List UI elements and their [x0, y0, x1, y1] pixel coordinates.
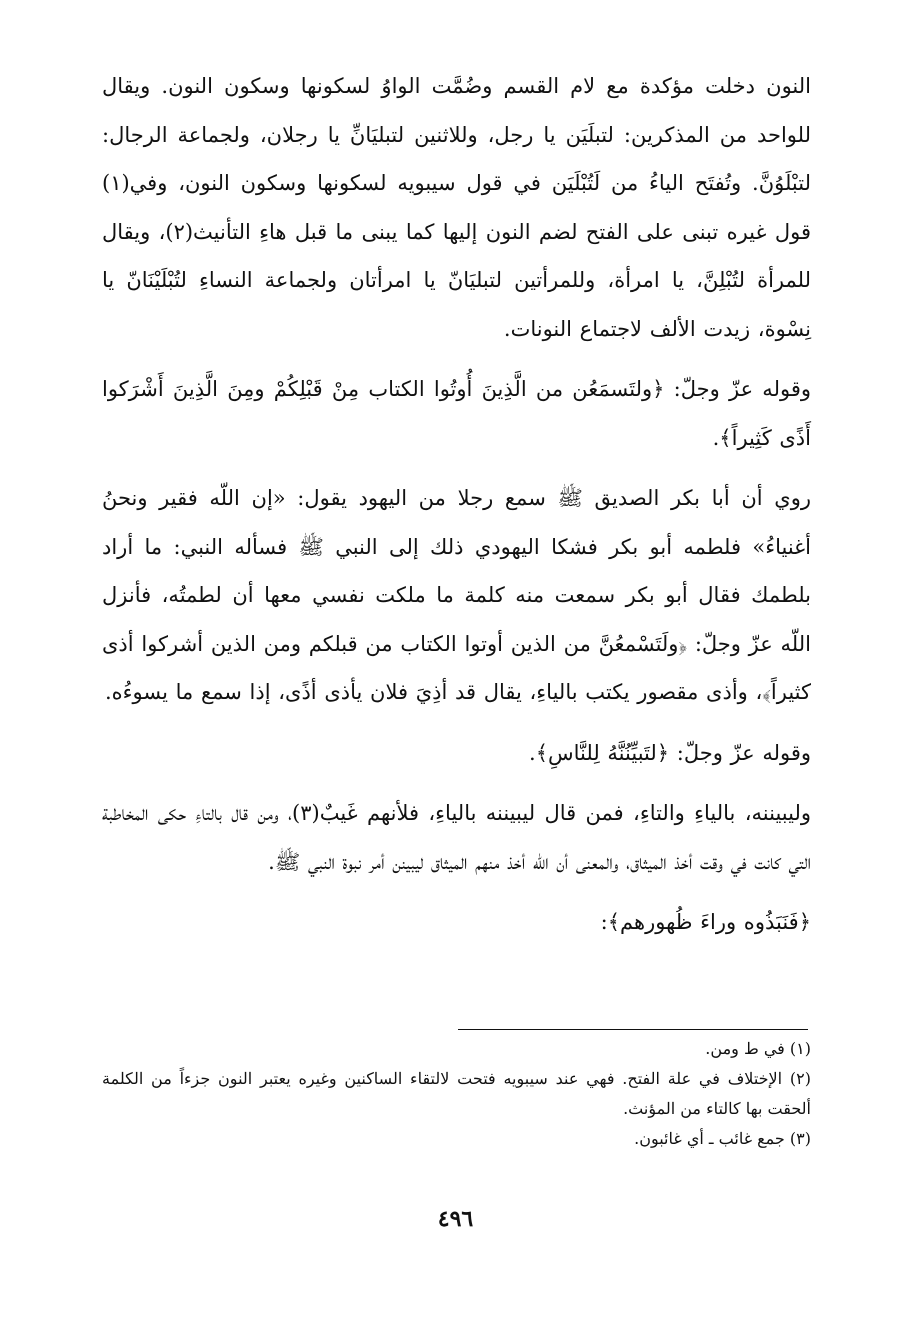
footnote-text: جمع غائب ـ أي غائبون.: [634, 1129, 785, 1148]
footnote-text: الإختلاف في علة الفتح. فهي عند سيبويه فتحت لالتقاء الساكنين وغيره يعتبر النون جزءاً من الكلمة ألحقت بها كالتاء من المؤنث.: [102, 1069, 811, 1118]
footnote-1: [102, 1034, 811, 1064]
footnote-marker: (١): [789, 1039, 811, 1058]
paragraph-2: وقوله عزّ وجلّ: ﴿ولتَسمَعُن من الَّذِينَ أُوتُوا الكتاب مِنْ قَبْلِكُمْ ومِنَ الَّذِينَ أَشْرَكوا أَذًى كَثِيراً﴾.: [102, 377, 811, 450]
paragraph-4: وقوله عزّ وجلّ: ﴿لتَبيِّنُنَّهُ لِلنَّاسِ﴾.: [529, 740, 811, 765]
footnote-marker: (٣): [789, 1129, 811, 1148]
footnote-text: في ط ومن.: [705, 1039, 785, 1058]
page-number: ٤٩٦: [437, 1206, 474, 1232]
paragraph-1: النون دخلت مؤكدة مع لام القسم وضُمَّت الواوُ لسكونها وسكون النون. ويقال للواحد من المذكرين: لتبلَيَن يا رجل، وللاثنين لتبليَانِّ يا رجلان، ولجماعة الرجال: لتبْلَوُنَّ. وتُفتَح الياءُ من لَتُبْلَيَن في قول سيبويه لسكونها وسكون النون، وفي(١) قول غيره تبنى على الفتح لضم النون إليها كما يبنى ما قبل هاءِ التأنيث(٢)، ويقال للمرأة لتُبْلِنَّ، يا امرأة، وللمرأتين لتبليَانّ يا امرأتان ولجماعة النساءِ لتُبْلَيْنَانّ يا نِسْوة، زيدت الألف لاجتماع النونات.: [102, 74, 811, 341]
paragraph-5: وليبيننه، بالياءِ والتاءِ، فمن قال ليبيننه بالياءِ، فلأنهم غَيبٌ(٣)، ومن قال بالتاءِ حكى المخاطبة التي كانت في وقت أخذ الميثاق، والمعنى أن اللّه أخذ منهم الميثاق ليبينن أمر نبوة النبي ﷺ.: [102, 801, 812, 874]
main-text: [102, 62, 811, 947]
footnote-2: [102, 1064, 811, 1124]
footnote-3: [102, 1124, 811, 1154]
footnote-marker: (٢): [789, 1069, 811, 1088]
footnotes: [102, 1034, 811, 1154]
paragraph-3: روي أن أبا بكر الصديق ﷺ سمع رجلا من اليهود يقول: «إن اللّه فقير ونحنُ أغنياءُ» فلطمه أبو بكر فشكا اليهودي ذلك إلى النبي ﷺ فسأله النبي: ما أراد بلطمك فقال أبو بكر سمعت منه كلمة ما ملكت نفسي معها أن لطمتُه، فأنزل اللّه عزّ وجلّ: ﴿ولَتَسْمعُنَّ من الذين أوتوا الكتاب من قبلكم ومن الذين أشركوا أذى كثيراً﴾، وأذى مقصور يكتب بالياءِ، يقال قد أذِيَ فلان يأذى أذًى، إذا سمع ما يسوءُه.: [102, 486, 811, 704]
paragraph-6: ﴿فَنَبَذُوه وراءَ ظُهورهم﴾:: [600, 910, 811, 934]
footnote-divider: [458, 1029, 808, 1030]
